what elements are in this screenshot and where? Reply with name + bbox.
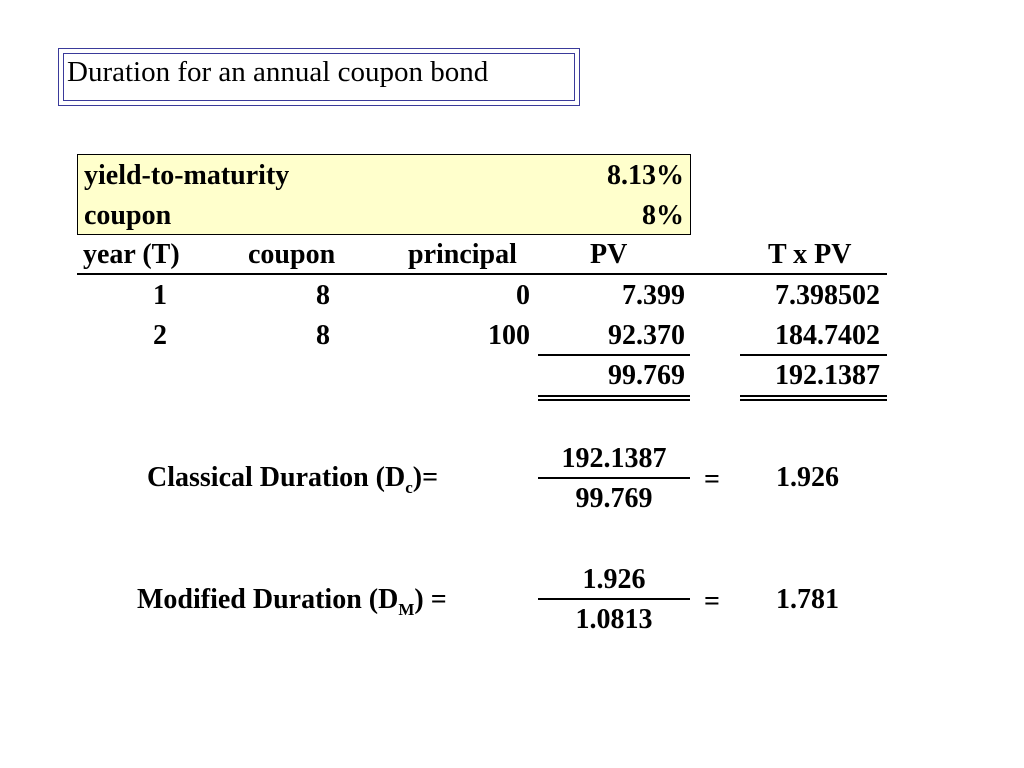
modified-equals: =	[704, 586, 720, 617]
classical-equals: =	[704, 464, 720, 495]
modified-fraction-bar	[538, 598, 690, 600]
row1-pv: 7.399	[622, 280, 685, 311]
coupon-rate-label: coupon	[84, 200, 172, 231]
row2-principal: 100	[488, 320, 530, 351]
classical-duration-label: Classical Duration $(D_c)=$	[147, 462, 439, 497]
classical-numerator: 192.1387	[561, 443, 667, 474]
header-t-pv: T x PV	[768, 239, 852, 270]
page-title: Duration for an annual coupon bond	[67, 56, 489, 88]
row2-year: 2	[153, 320, 167, 351]
header-underline	[77, 273, 887, 275]
total-pv: 99.769	[608, 360, 685, 391]
ytm-value: 8.13%	[607, 160, 684, 191]
row1-year: 1	[153, 280, 167, 311]
row1-principal: 0	[516, 280, 530, 311]
header-principal: principal	[408, 239, 517, 270]
header-year: year (T)	[83, 239, 180, 270]
row2-coupon: 8	[316, 320, 330, 351]
row2-pv: 92.370	[608, 320, 685, 351]
pv-sum-line	[538, 354, 690, 356]
row1-coupon: 8	[316, 280, 330, 311]
total-t-pv: 192.1387	[775, 360, 880, 391]
classical-denominator: 99.769	[575, 483, 653, 514]
title-box	[58, 48, 580, 106]
classical-fraction-bar	[538, 477, 690, 479]
pv-double-line-top	[538, 395, 690, 397]
modified-result: 1.781	[776, 584, 839, 615]
row1-t-pv: 7.398502	[775, 280, 880, 311]
modified-denominator: 1.0813	[575, 604, 653, 635]
classical-result: 1.926	[776, 462, 839, 493]
header-pv: PV	[590, 239, 628, 270]
t-pv-double-line-bottom	[740, 399, 887, 401]
row2-t-pv: 184.7402	[775, 320, 880, 351]
t-pv-sum-line	[740, 354, 887, 356]
inputs-box	[77, 154, 691, 235]
modified-duration-label: Modified Duration $(D_M)$ =	[137, 584, 447, 619]
header-coupon: coupon	[248, 239, 336, 270]
modified-numerator: 1.926	[582, 564, 646, 595]
coupon-rate-value: 8%	[642, 200, 684, 231]
pv-double-line-bottom	[538, 399, 690, 401]
t-pv-double-line-top	[740, 395, 887, 397]
ytm-label: yield-to-maturity	[84, 160, 290, 191]
